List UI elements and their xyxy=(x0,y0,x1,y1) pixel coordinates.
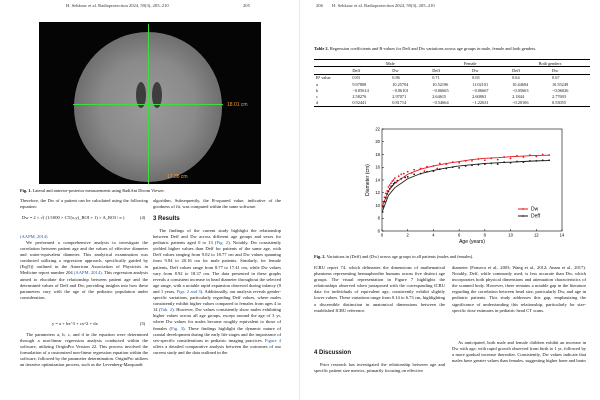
row-label: c xyxy=(316,94,318,100)
figure-2-caption xyxy=(314,254,594,260)
ap-measurement-label: 18.01 cm xyxy=(227,102,248,108)
y-tick-label: 18 xyxy=(375,151,380,157)
table-cell: 0.83 xyxy=(352,75,360,81)
table-cell: 9.97808 xyxy=(352,81,367,87)
legend-marker-deff xyxy=(522,215,524,217)
figure-caption-text: Variations in (Deff) and (Dw) across age groups in all patients (males and females). xyxy=(326,254,474,259)
lateral-measure-line xyxy=(73,104,223,105)
running-head: H. Sekkour et al. Radioprotection 2024, 59(3), 205–210 xyxy=(66,3,169,8)
x-tick-label: 8 xyxy=(483,232,487,238)
deff-data-point xyxy=(382,211,384,213)
x-tick-label: 10 xyxy=(508,232,513,238)
dw-data-point xyxy=(388,186,390,188)
y-tick-label: 22 xyxy=(375,126,380,132)
legend-label-dw: Dw xyxy=(531,206,539,213)
group-header: Both genders xyxy=(510,60,590,67)
table-cell: 0.71 xyxy=(432,75,440,81)
x-tick-label: 0 xyxy=(380,232,384,238)
paragraph: algorithm. Subsequently, the R-squared value, indicative of the goodness of fit, was computed within the same software. xyxy=(153,198,281,210)
y-tick-label: 10 xyxy=(375,202,380,208)
table-cell: 0.67 xyxy=(552,75,560,81)
y-tick-label: 8 xyxy=(377,215,380,221)
deff-data-point xyxy=(413,173,415,175)
deff-data-point xyxy=(384,201,386,203)
y-tick-label: 20 xyxy=(375,139,380,145)
x-tick-label: 4 xyxy=(432,232,435,238)
right-page xyxy=(300,0,600,400)
paragraph xyxy=(153,228,281,356)
paragraph-text: ). Notably, Dw consistently yielded higher values than Deff for patients of the same age, with Deff values ranging from 9.02 to 18.77 cm and Dw values spanning from 9.84 to 20.16 cm for male patients. Similarly, for female patients, Deff values range from 8.77 to 17.41 cm, while Dw values vary from 8.92 to 18.37 cm. The data presented in these graphs reveals a consistent increase in head diameter throughout the selected age range, with a notable rapid expansion observed during infancy (0 and 1 years, xyxy=(153,240,281,294)
row-label: R² value xyxy=(316,75,331,81)
table-cell: 10.52196 xyxy=(432,81,449,87)
sub-header: Deff xyxy=(510,67,550,74)
dw-data-point xyxy=(510,157,512,159)
x-tick-label: 14 xyxy=(559,232,565,238)
row-label: b xyxy=(316,87,319,93)
deff-data-point xyxy=(404,177,406,179)
deff-data-point xyxy=(393,183,395,185)
group-header: Male xyxy=(350,60,430,67)
table-label: Table 2. xyxy=(314,46,329,51)
ct-scan-image xyxy=(39,22,261,184)
page-number: 205 xyxy=(243,3,250,8)
table-cell: −0.20106 xyxy=(510,100,550,107)
citation-link[interactable]: (AAPM, 2014) xyxy=(73,270,102,276)
sub-header: Deff xyxy=(430,67,470,74)
paragraph xyxy=(20,240,148,301)
paragraph-text: ). Additionally, our analysis reveals gender-specific variations, particularly regarding Deff values, where males consistently exhibit higher values compared to females from ages 4 to 14 ( xyxy=(153,288,281,313)
sub-header: Dw xyxy=(470,67,510,74)
table-cell: −1.22631 xyxy=(470,100,510,107)
deff-data-point xyxy=(386,193,388,195)
deff-data-point xyxy=(394,182,396,184)
table-cell: 0.64 xyxy=(512,75,520,81)
table-cell: 11.02101 xyxy=(472,81,489,87)
table-cell: 0.53055 xyxy=(550,100,590,107)
table-cell: 2.58276 xyxy=(352,94,367,100)
figure-label: Fig. 1. xyxy=(20,188,32,193)
paragraph-text: The findings of the current study highlight the relationship between Deff and Dw across different age groups and sexes for pediatric patients aged 0 to 13 ( xyxy=(153,228,281,246)
x-tick-label: 2 xyxy=(406,232,409,238)
table-cell: −0.06667 xyxy=(472,87,489,93)
table-cell: −0.05663 xyxy=(512,87,529,93)
paragraph-text: ). These findings highlight the dynamic nature of cranial development during the early life stages and the importance of sex-specific considerations in pediatric imaging practices. xyxy=(153,325,281,343)
group-header: Female xyxy=(430,60,510,67)
dw-data-point xyxy=(390,182,392,184)
dw-data-point xyxy=(398,175,400,177)
paragraph: As anticipated, both male and female children exhibit an increase in Dw with age, with rapid growth observed from birth to 1 yr, followed by a more gradual increase thereafter. Consistently, Dw values indicate that males have greater values than females, suggesting higher bone and brain xyxy=(452,340,586,364)
y-tick-label: 16 xyxy=(375,164,380,170)
deff-data-point xyxy=(385,197,387,199)
paragraph: The parameters a, b, c, and d in the equation were determined through a non-linear regression analysis conducted within the software, utilizing OriginPro Version 22. This process involved the formulation of a customized non-linear regression equation within the software, followed by the parameter determination. OriginPro utilizes an iterative optimization process, such as the Levenberg-Marquardt xyxy=(20,332,148,368)
paragraph: ICRU report 74, which delineates the dimensions of mathematical phantoms representing hermaphrodite humans across five distinct age groups. The visual representation in Figure 7 highlights the relationships observed when juxtaposed with the corresponding ICRU data for individuals of equivalent age, consistently exhibit slightly lower values. These variations range from 0.14 to 6.73 cm, highlighting a discernible distinction in anatomical dimensions between the established ICRU reference. xyxy=(314,265,445,313)
paragraph-text: offers a detailed comparative analysis between the outcomes of our current study and the data outlined in the xyxy=(153,343,281,355)
figure-link[interactable]: Fig. 3 xyxy=(171,325,183,331)
table-cell: 2.97071 xyxy=(392,94,407,100)
page-number: 206 xyxy=(316,3,323,8)
row-label: d xyxy=(314,100,350,107)
table-caption-text: Regression coefficients and R-values for Deff and Dw variations across age groups in male, female and both genders. xyxy=(329,46,537,51)
paragraph: Prior research has investigated the relationship between age and specific patient size metrics, primarily focusing on effective xyxy=(314,362,445,374)
table-cell: −0.06026 xyxy=(552,87,569,93)
deff-data-point xyxy=(391,185,393,187)
dw-data-point xyxy=(389,184,391,186)
table-cell: 10.44694 xyxy=(512,81,529,87)
table-cell: 0.81714 xyxy=(390,100,430,107)
x-axis-label: Age (years) xyxy=(459,239,485,245)
paragraph-text: ). However, Dw values consistently show males exhibiting higher values across all age groups, except around the age of 3 yr, where Dw values for males become roughly equivalent to those of females ( xyxy=(153,307,281,331)
table-cell: −0.06665 xyxy=(432,87,449,93)
dw-data-point xyxy=(394,177,396,179)
equation-5: y = a + bx^3 + cx^2 + dx xyxy=(52,321,98,326)
deff-data-point xyxy=(400,178,402,180)
table-cell: 2.60863 xyxy=(472,94,487,100)
deff-data-point xyxy=(390,186,392,188)
dw-data-point xyxy=(439,163,441,165)
sub-header: Deff xyxy=(350,67,390,74)
table-cell: 2.77693 xyxy=(552,94,566,100)
deff-data-point xyxy=(389,188,391,190)
section-heading-discussion: 4 Discussion xyxy=(314,350,352,356)
dw-data-point xyxy=(400,173,402,175)
equation-number: (5) xyxy=(140,321,146,326)
table-cell: −0.54664 xyxy=(430,100,470,107)
lateral-measurement-label: 17.38 cm xyxy=(167,174,188,180)
deff-fit-line xyxy=(383,161,550,211)
legend-marker-dw xyxy=(522,208,524,210)
dw-data-point xyxy=(403,173,405,175)
section-heading-results: 3 Results xyxy=(153,216,180,222)
dw-data-point xyxy=(393,179,395,181)
paragraph-text: . This regression analysis aimed to elucidate the relationship between patient age and the determined values of Deff and Dw, providing insights into how these parameters vary with the age of the pediatric population under consideration. xyxy=(20,270,148,300)
figure-link[interactable]: Figs. 2 and 3 xyxy=(176,288,201,294)
figure-caption-text: Lateral and anterior-posterior measurements using RadiAnt Dicom Viewer. xyxy=(32,188,165,193)
y-axis-label: Diameter (cm) xyxy=(365,164,371,196)
row-label: a xyxy=(316,81,318,87)
table-cell: 0.65 xyxy=(472,75,480,81)
dw-data-point xyxy=(424,170,426,172)
y-tick-label: 12 xyxy=(375,190,380,196)
equation-4: Dw = 2 × √( (1/1000 × CT(x,y)_ROI + 1) × A_ROI / π ) xyxy=(22,215,125,220)
dw-data-point xyxy=(407,171,409,173)
sub-header: Dw xyxy=(390,67,430,74)
paragraph: diameter (Fonseca et al., 2003; Wang et al., 2012; Anam et al., 2017). Notably, Deff, while commonly used, is less accurate than Dw, which incorporates both physical dimensions and attenuation characteristics of the scanned body. However, there remains a notable gap in the literature regarding the correlation between head size, particularly Dw, and age in pediatric patients. This study addresses this gap, emphasizing the significance of understanding this relationship, particularly for size-specific dose estimates in pediatric head CT scans. xyxy=(452,265,586,313)
table-cell: −0.05614 xyxy=(352,87,369,93)
dw-data-point xyxy=(497,159,499,161)
citation-link[interactable]: (AAPM, 2014) xyxy=(20,234,48,239)
table-link[interactable]: Tab. 2 xyxy=(160,307,173,313)
table-cell: 0.92441 xyxy=(350,100,390,107)
y-tick-label: 14 xyxy=(375,177,380,183)
table-cell: 2.1844 xyxy=(512,94,524,100)
sub-header: Dw xyxy=(550,67,590,74)
running-head: H. Sekkour et al. Radioprotection 2024, 59(3), 205–210 xyxy=(332,3,435,8)
deff-data-point xyxy=(458,167,460,169)
y-tick-label: 6 xyxy=(377,228,380,234)
dw-data-point xyxy=(484,159,486,161)
deff-data-point xyxy=(397,180,399,182)
dw-data-point xyxy=(391,180,393,182)
figure-1-caption xyxy=(20,188,165,194)
deff-data-point xyxy=(388,191,390,193)
legend-label-deff: Deff xyxy=(531,213,541,220)
table-cell: 10.55249 xyxy=(552,81,569,87)
figure-link[interactable]: Figure 4 xyxy=(264,337,281,343)
figure-label: Fig. 2. xyxy=(314,254,326,259)
figure-link[interactable]: Fig. 2 xyxy=(216,240,229,246)
paragraph-text: We performed a comprehensive analysis to investigate the correlation between patient age and the values of effective diameter and water-equivalent diameter. This analytical examination was conducted utilizing a regression approach, specifically guided by (Eq(5)) outlined in the American Association of Physicists in Medicine report number 204 xyxy=(20,240,148,276)
table-cell: 10.25704 xyxy=(392,81,409,87)
dw-data-point xyxy=(458,162,460,164)
paragraph: Therefore, the Dw of a patient can be calculated using the following equation: xyxy=(20,198,148,210)
table-cell: 0.86 xyxy=(392,75,400,81)
dw-data-point xyxy=(413,169,415,171)
x-tick-label: 6 xyxy=(457,232,461,238)
dw-fit-line xyxy=(383,155,550,205)
equation-number: (4) xyxy=(140,215,146,220)
x-tick-label: 12 xyxy=(533,232,539,238)
deff-data-point xyxy=(407,176,409,178)
table-cell: 2.64615 xyxy=(432,94,447,100)
dw-data-point xyxy=(471,160,473,162)
deff-data-point xyxy=(497,163,499,165)
table-cell: −0.06101 xyxy=(392,87,409,93)
